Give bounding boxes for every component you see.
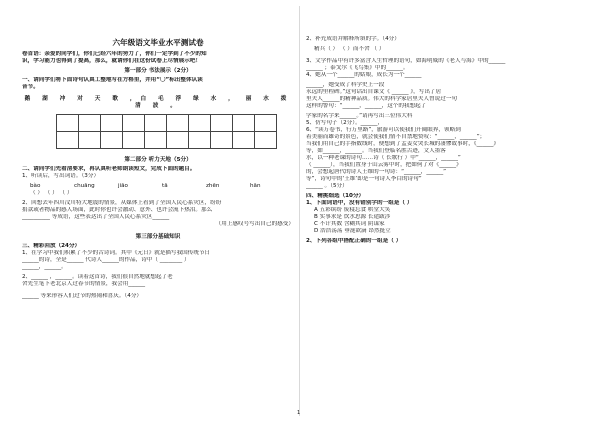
rq3-line[interactable]: ______ 。（5分） <box>306 182 348 189</box>
q1-prompt-cont: 音节。 <box>22 84 39 91</box>
rq3-line[interactable]: 永远的里程碑。”这句话出自课文《 ______ 》，写出了居 <box>306 88 442 95</box>
rq3-line[interactable]: 水，以一种老课的诗句……诗（ 长歌行 ）中“______，______” <box>306 154 461 161</box>
q3-1-line[interactable]: ______，______。 <box>22 264 67 271</box>
pinyin: hān <box>250 183 261 190</box>
rq3-line[interactable]: 4、她从一个______的姑娘，成长为一个______ <box>306 71 422 78</box>
q1-prompt: 一、请同学们将下面诗句认真工整地写在方格里，并用“〇”标出整体认读 <box>22 77 203 84</box>
option-b[interactable]: B 实事求是 饮水思源 长途跋涉 <box>314 213 391 220</box>
rq3-line: 等”，诗句中的‘王维’即是一句诗人李白的诗句” <box>306 175 422 182</box>
option-a[interactable]: A 五彩缤纷 废寝忘食 哄堂大笑 <box>314 206 391 213</box>
sec3-heading: 三、精彩回放（24分） <box>22 243 81 250</box>
q3-2-line[interactable]: 2、______ ，______。读着这首诗，我们很自然地就想起了老 <box>22 274 173 281</box>
pinyin-fill[interactable]: （ ） （ ） （ ） <box>30 190 73 197</box>
page-number: 1 <box>297 410 301 416</box>
q2-sub2-line: 2、回想去年四川汶川特大地震的情景，从媒体上看到了全国人民心系灾区，纷纷 <box>22 200 222 207</box>
pinyin: jiāo <box>118 183 128 190</box>
left-column <box>22 0 294 300</box>
intro-line: 卷首语：亲爱的同学们，你们已经六年的努力了，你们一定学到了不少的知 <box>22 51 207 58</box>
rq3-line: 6、“读万卷书，行万里路”，旅游可以使我们开阔眼界，领略到 <box>306 126 461 133</box>
rq3-line[interactable]: 这样的警句：“______，______，这个的我想起了 <box>306 102 427 109</box>
rq3-line[interactable]: 3、文学作品中有许多富含人生哲理的语句，如海明威的《老人与海》中的______ <box>306 57 506 64</box>
sec4-heading: 四、精挑细选（10分） <box>306 192 365 199</box>
right-column <box>306 0 586 245</box>
q4-2-prompt: 2、下列各组中搭配正确的一组是（ ） <box>306 237 402 244</box>
q2-sub2-line[interactable]: __________ 等成语，这些表达出了全国人民心系灾区______ <box>22 214 170 221</box>
q2-prompt: 二、请同学们先看清要求，再认真听老师朗读短文，完成下面的题目。 <box>22 166 196 173</box>
rq3-line[interactable]: 里夫人______的精神品质。伟大的科学家居里夫人曾说过一句 <box>306 95 458 102</box>
intro-line: 识，学习能力也得到了提高，那么，就请你们在这份试卷上尽情展示吧！ <box>22 58 202 65</box>
option-c[interactable]: C 不计其数 含糊其词 阴谋家 <box>314 220 385 227</box>
pinyin-row <box>22 183 294 190</box>
q2-sub1: 1、听读后，写出词语。（3分） <box>22 173 100 180</box>
q3-2-line[interactable]: 舍先生笔下老北京人过春节的情景，我会用______ <box>22 281 146 288</box>
pinyin: bào <box>30 183 41 190</box>
rq3-line[interactable]: 当我们用自己的手指数线时，便想到了孟姜女哭长城的凄惨故事时，《______》 <box>306 140 499 147</box>
option-d[interactable]: D 浩浩荡荡 垂涎欲滴 昂然挺立 <box>314 227 391 234</box>
part1-heading: 第一部分 书法展示（2分） <box>124 68 192 75</box>
calligraphy-sample: 鹅 湖 冲 对 天 歌 ，白 毛 浮 绿 水 ， 丽 水 拨 清 波 。 <box>24 96 292 110</box>
rq3-line[interactable]: ______ ；泰戈尔《飞鸟集》中的______。 <box>306 64 409 71</box>
rq3-line[interactable]: 着美丽而雄奇的景色，就会使我们情不自禁地赞叹：“______，______”； <box>306 133 486 140</box>
q2-sub2-note: （用上感叹号写出自己的感受） <box>215 221 294 228</box>
q4-1-prompt: 1、下面词语中，没有错别字的一组是（ ） <box>306 199 413 206</box>
exam-title: 六年级语文毕业水平测试卷 <box>112 38 204 47</box>
q2-sub2-line: 捐款或者物品的感人场面，此时你也许会激动、意外、也许会流下热泪。那么 <box>22 207 213 214</box>
rq3-line[interactable]: ______，她受成了科学史上一段 <box>306 81 385 88</box>
pinyin: chuāng <box>74 183 95 190</box>
pinyin: tā <box>162 183 168 190</box>
rq3-line[interactable]: 的，会想起唐代的诗人王维的一句诗：“______，______” <box>306 168 447 175</box>
q3-1-line[interactable]: ______的诗，全是______ 代诗人______的作品，诗中（ ________ ） <box>22 257 190 264</box>
writing-grid[interactable] <box>56 114 277 149</box>
pinyin: zhēn <box>206 183 220 190</box>
part3-heading: 第三部分基础知识 <box>135 234 181 241</box>
q3-2-line[interactable]: ______ 等来形容人们过节的热闹和喜庆。（4分） <box>22 293 143 300</box>
q3-1-line: 1、在学习中我们积累了不少的古诗词。其中《元日》就是描写我国传统节日 <box>22 250 211 257</box>
rq3-line[interactable]: （ ______），当我们置身于山云雾中时，把如何了对《______》 <box>306 161 462 168</box>
rq3-line[interactable]: 5、仿写句子（2分）。______， <box>306 119 384 126</box>
rq3-line[interactable]: 学家的名字来______。”请再写出三位伟大科 <box>306 112 413 119</box>
rq2-prompt: 2、补充成语并解释所填的字。（4分） <box>306 36 400 42</box>
part2-heading: 第二部分 听力天地（5分） <box>124 157 192 164</box>
rq3-line[interactable]: 等，如______，______。当我们登临名胜古迹，文人墨客 <box>306 147 446 154</box>
rq2-fill[interactable]: 精兵（ ） （ ）而不舍 （ ） <box>314 45 385 52</box>
column-divider <box>299 6 300 416</box>
